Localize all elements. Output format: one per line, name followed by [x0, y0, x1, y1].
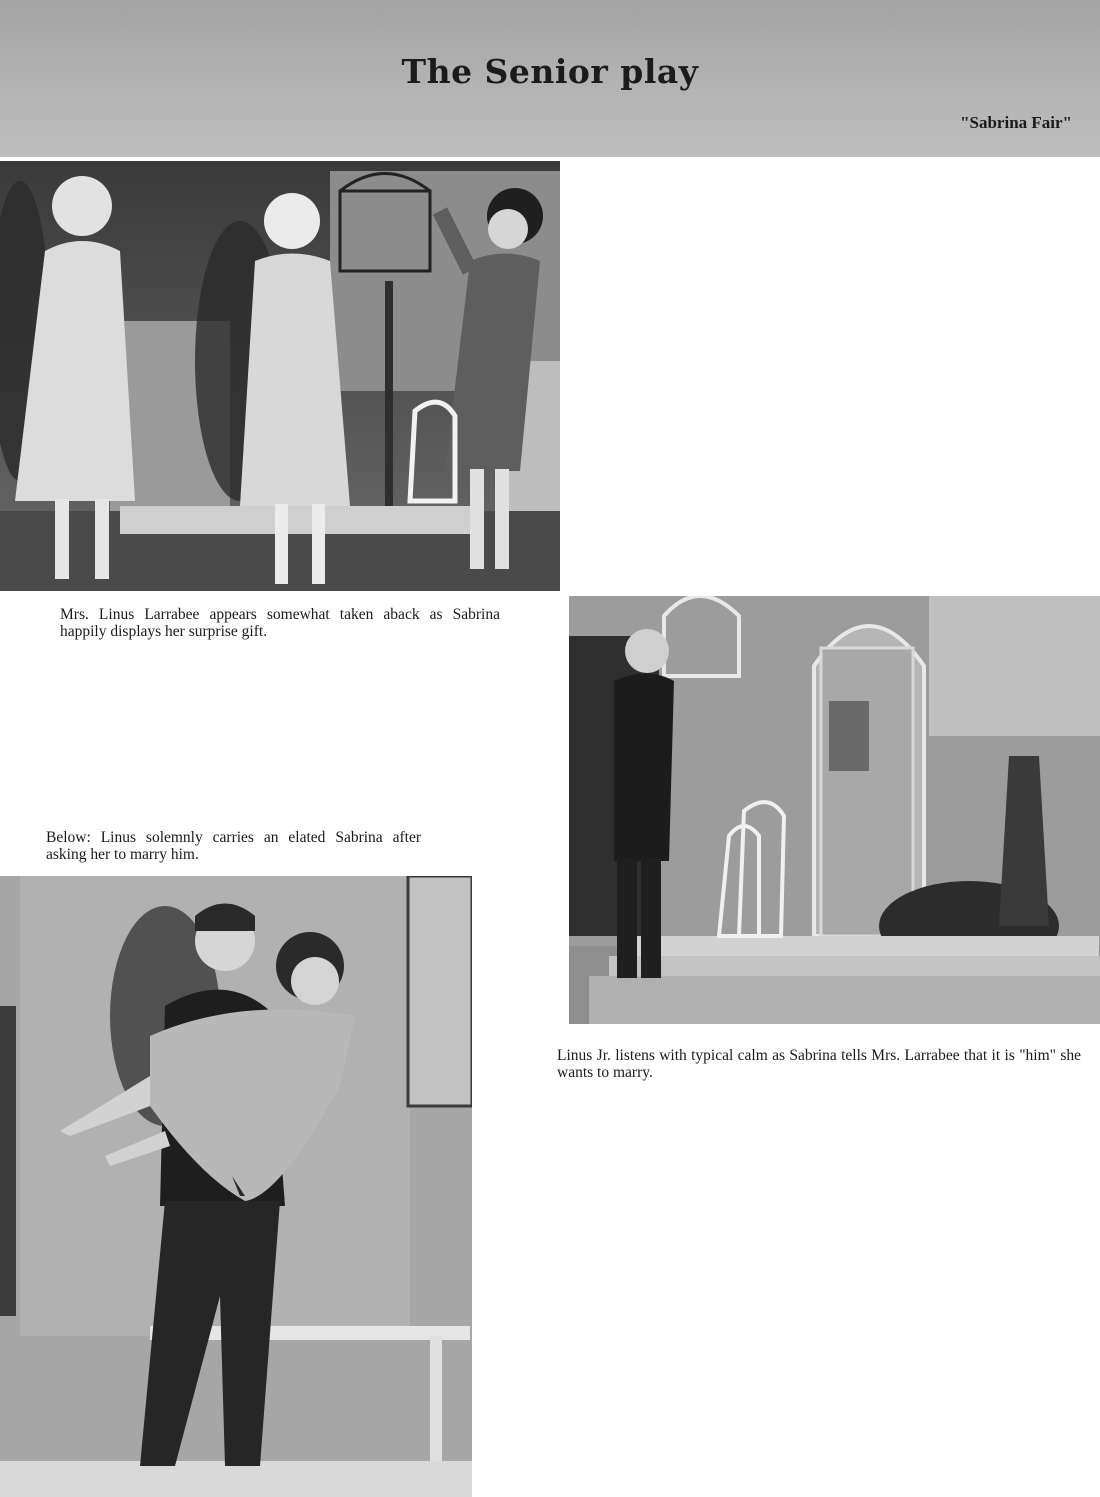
caption-linus-jr: Linus Jr. listens with typical calm as Sabrina tells Mrs. Larrabee that it is "him" she wants to marry.	[557, 1047, 1081, 1081]
linus-carries-sabrina-photo	[0, 876, 472, 1497]
three-women-birdcage-photo	[0, 161, 560, 591]
page-title: The Senior play	[401, 52, 699, 91]
caption-birdcage: Mrs. Linus Larrabee appears somewhat taken aback as Sabrina happily displays her surprise gift.	[60, 606, 500, 640]
play-subtitle: "Sabrina Fair"	[960, 113, 1072, 132]
caption-carry: Below: Linus solemnly carries an elated Sabrina after asking her to marry him.	[46, 829, 421, 863]
linus-jr-porch-photo	[569, 596, 1100, 1024]
